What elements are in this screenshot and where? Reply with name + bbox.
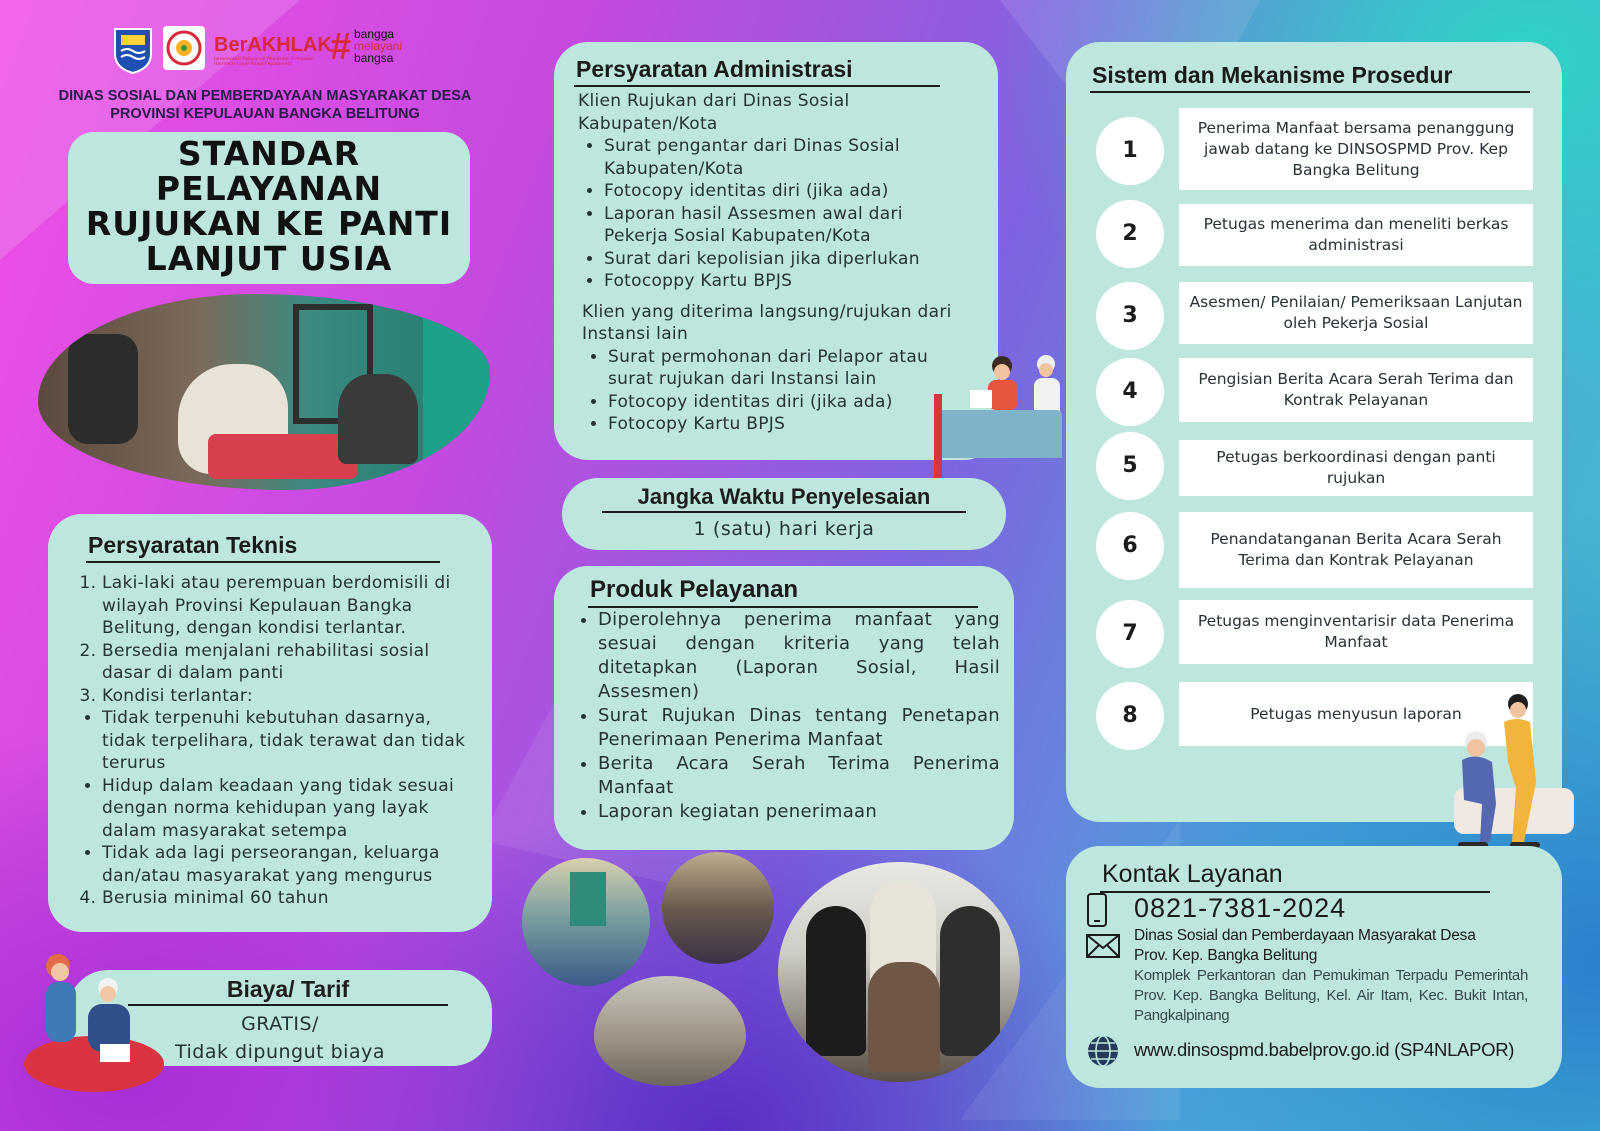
step-7-number: 7 bbox=[1096, 600, 1164, 668]
bangga-melayani-bangsa bbox=[354, 28, 402, 64]
jangka-value: 1 (satu) hari kerja bbox=[693, 518, 875, 540]
biaya-heading: Biaya/ Tarif bbox=[128, 976, 448, 1006]
office-line-1: Dinas Sosial dan Pemberdayaan Masyarakat Desa bbox=[1134, 927, 1476, 944]
bangga-word: bangga bbox=[354, 27, 395, 41]
step-6-text: Penandatanganan Berita Acara Serah Terima dan Kontrak Pelayanan bbox=[1179, 512, 1533, 588]
admin-panel bbox=[554, 42, 998, 460]
photo-elders-bench bbox=[594, 976, 746, 1086]
teknis-bullet: • Tidak ada lagi perseorangan, keluarga dan/atau masyarakat yang mengurus bbox=[102, 842, 470, 887]
caregiver-illustration-icon bbox=[22, 946, 168, 1096]
step-8-text: Petugas menyusun laporan bbox=[1179, 682, 1533, 746]
motorbike-shape bbox=[68, 334, 138, 444]
website-link[interactable]: www.dinsospmd.babelprov.go.id (SP4NLAPOR) bbox=[1134, 1039, 1515, 1060]
jangka-heading: Jangka Waktu Penyelesaian bbox=[602, 484, 966, 513]
photo-officials bbox=[778, 862, 1020, 1082]
admin-group-1-item: • Surat dari kepolisian jika diperlukan bbox=[604, 248, 954, 271]
admin-group-1-item: • Laporan hasil Assesmen awal dari Pekerja Sosial Kabupaten/Kota bbox=[604, 203, 954, 248]
teknis-panel bbox=[48, 514, 492, 932]
title-line: STANDAR bbox=[177, 134, 361, 173]
melayani-word: melayani bbox=[354, 39, 403, 53]
agency-line-1: DINAS SOSIAL DAN PEMBERDAYAAN MASYARAKAT DESA bbox=[58, 88, 472, 104]
step-3-number: 3 bbox=[1096, 282, 1164, 350]
teknis-bullet: • Hidup dalam keadaan yang tidak sesuai dengan norma kehidupan yang layak dalam masyarakat setempa bbox=[102, 775, 470, 843]
prosedur-heading-wrap bbox=[1090, 62, 1530, 93]
produk-panel bbox=[554, 566, 1014, 850]
admin-heading: Persyaratan Administrasi bbox=[574, 56, 940, 87]
kontak-heading: Kontak Layanan bbox=[1100, 860, 1490, 893]
step-5-number: 5 bbox=[1096, 432, 1164, 500]
produk-list bbox=[568, 608, 1000, 824]
step-4-number: 4 bbox=[1096, 358, 1164, 426]
person-shape bbox=[806, 906, 866, 1056]
admin-group-2-item: • Fotocopy Kartu BPJS bbox=[608, 413, 948, 436]
admin-group-1-item: • Fotocopy identitas diri (jika ada) bbox=[604, 180, 954, 203]
berakhlak-tagline: berorientasi Pelayanan Akuntabel Kompeten Harmonis Loyal Adaptif Kolaboratif bbox=[214, 57, 314, 67]
teknis-bullet: • Tidak terpenuhi kebutuhan dasarnya, tidak terpelihara, tidak terawat dan tidak terurus bbox=[102, 707, 470, 775]
step-4-text: Pengisian Berita Acara Serah Terima dan Kontrak Pelayanan bbox=[1179, 358, 1533, 422]
step-8-number: 8 bbox=[1096, 682, 1164, 750]
produk-item: • Surat Rujukan Dinas tentang Penetapan Penerimaan Penerima Manfaat bbox=[598, 704, 1000, 752]
bangsa-word: bangsa bbox=[354, 51, 394, 65]
photo-visit bbox=[38, 294, 490, 490]
admin-group-2-item: • Surat permohonan dari Pelapor atau surat rujukan dari Instansi lain bbox=[608, 346, 948, 391]
agency-line-2: PROVINSI KEPULAUAN BANGKA BELITUNG bbox=[110, 106, 420, 122]
produk-item: • Laporan kegiatan penerimaan bbox=[598, 800, 1000, 824]
produk-item: • Berita Acara Serah Terima Penerima Manfaat bbox=[598, 752, 1000, 800]
admin-group-1-item: • Fotocoppy Kartu BPJS bbox=[604, 270, 954, 293]
title-line: LANJUT USIA bbox=[145, 239, 393, 278]
teknis-item-4: 4. Berusia minimal 60 tahun bbox=[102, 887, 470, 910]
teknis-item-1: 1. Laki-laki atau perempuan berdomisili di wilayah Provinsi Kepulauan Bangka Belitung, dengan kondisi terlantar. bbox=[102, 572, 470, 640]
hashtag-icon: # bbox=[330, 26, 352, 68]
globe-icon bbox=[1086, 1034, 1120, 1068]
dinsos-logo-icon bbox=[163, 26, 205, 70]
dinsos-logo bbox=[163, 26, 205, 70]
mail-icon bbox=[1086, 934, 1120, 958]
admin-list bbox=[578, 90, 988, 436]
biaya-line-1: GRATIS/ bbox=[241, 1013, 319, 1035]
office-address: Komplek Perkantoran dan Pemukiman Terpadu Pemerintah Prov. Kep. Bangka Belitung, Kel. Air Itam, Kec. Bukit Intan, Pangkalpinang bbox=[1134, 967, 1528, 1024]
teknis-item-2: 2. Bersedia menjalani rehabilitasi sosial dasar di dalam panti bbox=[102, 640, 470, 685]
step-1-number: 1 bbox=[1096, 117, 1164, 185]
step-5-text: Petugas berkoordinasi dengan panti rujukan bbox=[1179, 440, 1533, 496]
step-7-text: Petugas menginventarisir data Penerima Manfaat bbox=[1179, 600, 1533, 664]
door-shape bbox=[570, 872, 606, 926]
person-shape bbox=[868, 962, 940, 1072]
curtain-shape bbox=[423, 294, 490, 490]
teknis-list bbox=[72, 572, 470, 910]
produk-heading-wrap bbox=[588, 576, 978, 608]
biaya-line-2: Tidak dipungut biaya bbox=[175, 1041, 385, 1063]
title-line: RUJUKAN KE PANTI bbox=[85, 204, 453, 243]
phone-icon bbox=[1086, 892, 1108, 928]
step-2-text: Petugas menerima dan meneliti berkas administrasi bbox=[1179, 204, 1533, 266]
elder-shape bbox=[338, 374, 418, 464]
teknis-heading-wrap bbox=[86, 532, 440, 563]
prosedur-heading: Sistem dan Mekanisme Prosedur bbox=[1090, 62, 1530, 93]
person-shape bbox=[940, 906, 1000, 1056]
kontak-heading-wrap bbox=[1100, 860, 1490, 893]
admin-group-1-title: Klien Rujukan dari Dinas Sosial Kabupaten/Kota bbox=[578, 91, 850, 134]
office-line-2: Prov. Kep. Bangka Belitung bbox=[1134, 947, 1318, 964]
phone-number[interactable]: 0821-7381-2024 bbox=[1134, 893, 1347, 923]
mattress-shape bbox=[208, 434, 358, 479]
step-6-number: 6 bbox=[1096, 512, 1164, 580]
step-3-text: Asesmen/ Penilaian/ Pemeriksaan Lanjutan oleh Pekerja Sosial bbox=[1179, 282, 1533, 344]
provincial-emblem-icon bbox=[112, 26, 154, 74]
admin-group-2-item: • Fotocopy identitas diri (jika ada) bbox=[608, 391, 948, 414]
produk-item: • Diperolehnya penerima manfaat yang sesuai dengan kriteria yang telah ditetapkan (Laporan Sosial, Hasil Assesmen) bbox=[598, 608, 1000, 704]
agency-name bbox=[40, 87, 490, 123]
jangka-panel bbox=[562, 478, 1006, 550]
photo-group-outside bbox=[522, 858, 650, 986]
title-line: PELAYANAN bbox=[155, 169, 383, 208]
admin-group-1-item: • Surat pengantar dari Dinas Sosial Kabupaten/Kota bbox=[604, 135, 954, 180]
teknis-heading: Persyaratan Teknis bbox=[86, 532, 440, 563]
admin-heading-wrap bbox=[574, 56, 940, 87]
photo-wheelchair bbox=[662, 852, 774, 964]
hospital-bed-illustration-icon bbox=[934, 350, 1068, 478]
step-2-number: 2 bbox=[1096, 200, 1164, 268]
admin-group-2-title: Klien yang diterima langsung/rujukan dari Instansi lain bbox=[582, 301, 952, 344]
page-title bbox=[68, 132, 470, 284]
produk-heading: Produk Pelayanan bbox=[588, 576, 978, 608]
teknis-item-3: 3. Kondisi terlantar: bbox=[102, 685, 470, 708]
office-name bbox=[1134, 926, 1534, 966]
step-1-text: Penerima Manfaat bersama penanggung jawab datang ke DINSOSPMD Prov. Kep Bangka Belitung bbox=[1179, 108, 1533, 190]
berakhlak-logo: BerAKHLAK bbox=[214, 34, 332, 56]
caregiver-elder-illustration-icon bbox=[1450, 692, 1578, 860]
